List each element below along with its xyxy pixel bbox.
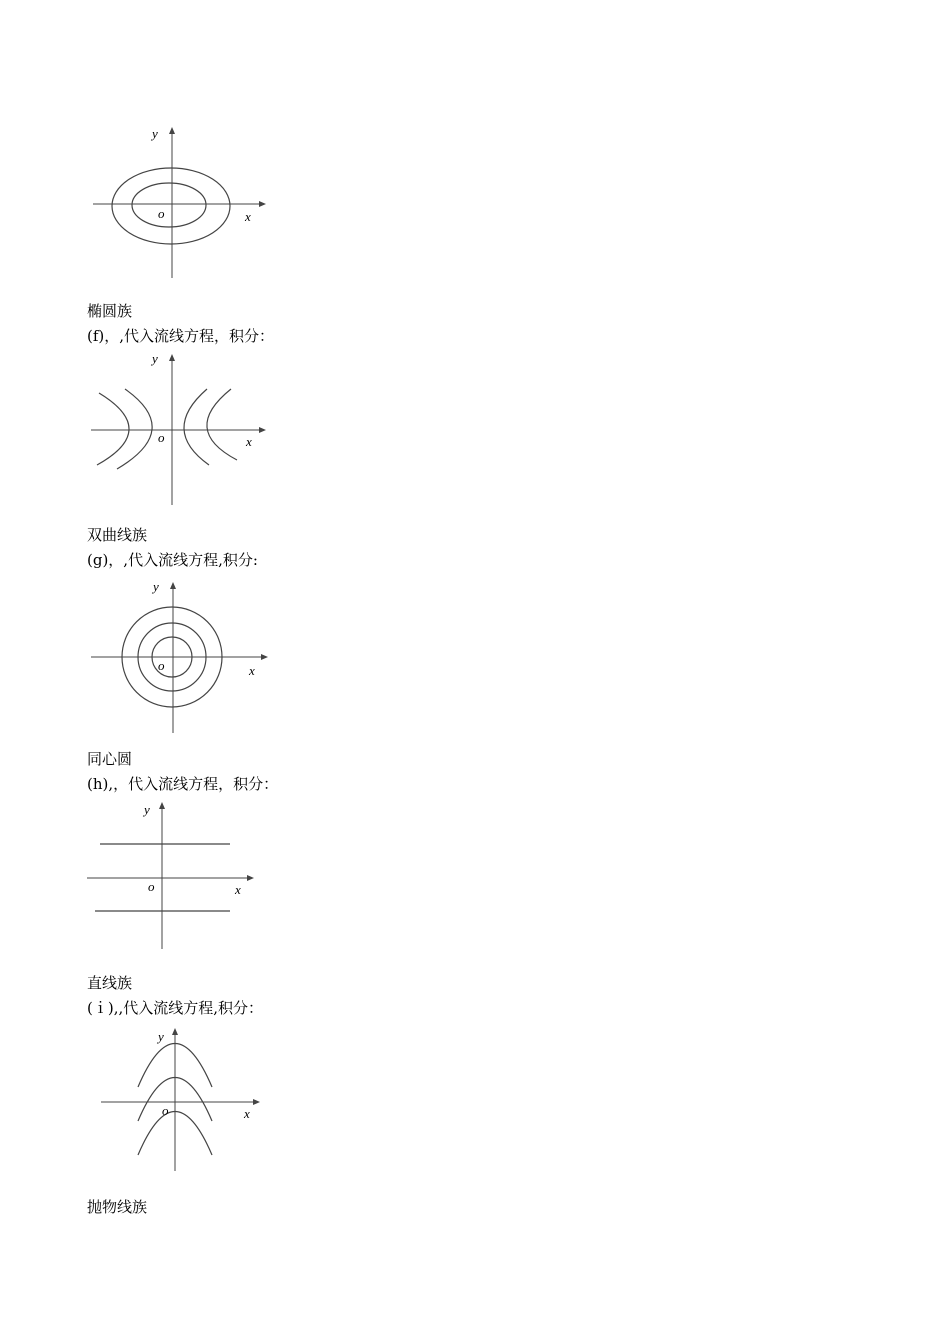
y-axis-label: y <box>152 126 158 141</box>
origin-label: o <box>158 206 165 221</box>
hyperbola-left-inner <box>117 389 152 469</box>
concentric-circles-figure <box>85 573 280 738</box>
caption-parabola-family: 抛物线族 <box>87 1198 148 1216</box>
hyperbola-right-outer <box>207 389 237 460</box>
y-axis-arrow <box>170 582 176 589</box>
y-axis-label: y <box>152 351 158 366</box>
formula-i: (ｉ),,代入流线方程,积分： <box>87 999 264 1017</box>
caption-ellipse-family: 椭圆族 <box>87 302 133 320</box>
caption-hyperbola-family: 双曲线族 <box>87 526 148 544</box>
y-axis-arrow <box>172 1028 178 1035</box>
line-family-figure <box>85 797 280 957</box>
x-axis-arrow <box>259 201 266 207</box>
y-axis-arrow <box>159 802 165 809</box>
origin-label: o <box>162 1103 169 1118</box>
caption-line-family: 直线族 <box>87 974 133 992</box>
y-axis-arrow <box>169 354 175 361</box>
parabola-family-figure <box>85 1023 280 1178</box>
hyperbola-family-figure <box>85 345 280 510</box>
outer-ellipse <box>112 168 230 244</box>
x-axis-arrow <box>261 654 268 660</box>
x-axis-label: x <box>245 209 251 224</box>
hyperbola-right-inner <box>184 389 209 465</box>
formula-f: (f)，,代入流线方程，积分： <box>87 327 275 345</box>
inner-ellipse <box>132 183 206 227</box>
x-axis-label: x <box>246 434 252 449</box>
caption-concentric-circles: 同心圆 <box>87 750 133 768</box>
origin-label: o <box>148 879 155 894</box>
x-axis-label: x <box>244 1106 250 1121</box>
y-axis-label: y <box>158 1029 164 1044</box>
y-axis-arrow <box>169 127 175 134</box>
formula-h: (h),，代入流线方程，积分： <box>87 775 279 793</box>
origin-label: o <box>158 430 165 445</box>
formula-g: (g)，,代入流线方程,积分: <box>87 551 258 569</box>
x-axis-arrow <box>253 1099 260 1105</box>
x-axis-label: x <box>235 882 241 897</box>
x-axis-label: x <box>249 663 255 678</box>
y-axis-label: y <box>144 802 150 817</box>
ellipse-family-figure <box>85 120 280 285</box>
y-axis-label: y <box>153 579 159 594</box>
x-axis-arrow <box>259 427 266 433</box>
origin-label: o <box>158 658 165 673</box>
x-axis-arrow <box>247 875 254 881</box>
hyperbola-left-outer <box>97 393 129 465</box>
